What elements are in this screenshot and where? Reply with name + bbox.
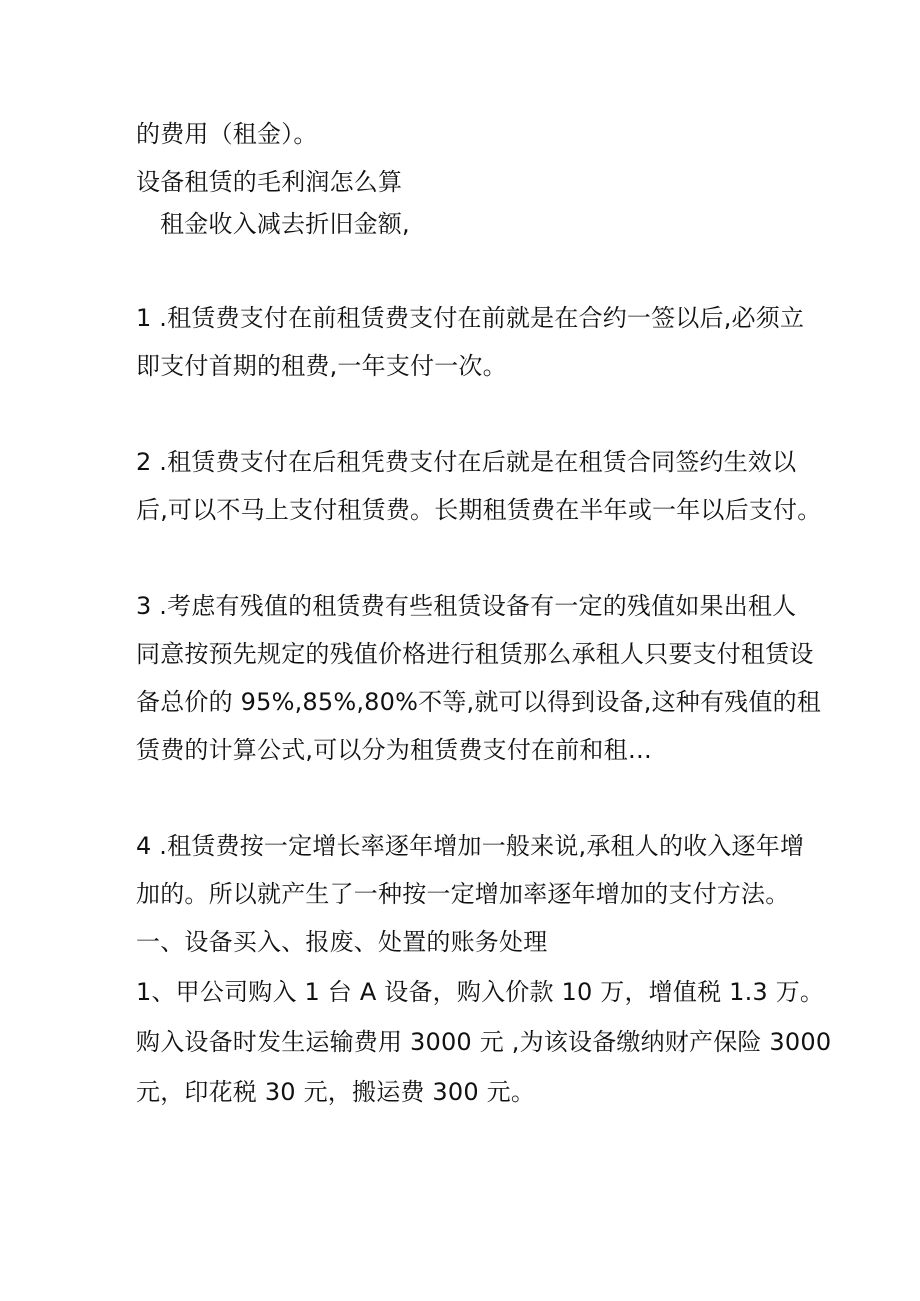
text-line-15: 1、甲公司购入 1 台 A 设备，购入价款 10 万，增值税 1.3 万。 <box>136 978 825 1006</box>
text-line-13: 加的。所以就产生了一种按一定增加率逐年增加的支付方法。 <box>136 880 790 908</box>
text-line-6: 2 .租赁费支付在后租凭费支付在后就是在租赁合同签约生效以 <box>136 448 797 476</box>
text-line-7: 后,可以不马上支付租赁费。长期租赁费在半年或一年以后支付。 <box>136 496 822 524</box>
text-line-3: 租金收入减去折旧金额, <box>160 210 410 238</box>
text-line-16: 购入设备时发生运输费用 3000 元 ,为该设备缴纳财产保险 3000 <box>136 1028 832 1056</box>
text-line-4: 1 .租赁费支付在前租赁费支付在前就是在合约一签以后,必须立 <box>136 304 805 332</box>
text-line-5: 即支付首期的租费,一年支付一次。 <box>136 352 507 380</box>
text-line-14: 一、设备买入、报废、处置的账务处理 <box>136 928 548 956</box>
text-line-17: 元，印花税 30 元，搬运费 300 元。 <box>136 1078 536 1106</box>
text-line-10: 备总价的 95%,85%,80%不等,就可以得到设备,这种有残值的租 <box>136 688 821 716</box>
text-line-1: 的费用（租金）。 <box>136 120 318 148</box>
text-line-2: 设备租赁的毛利润怎么算 <box>136 168 403 196</box>
text-line-12: 4 .租赁费按一定增长率逐年增加一般来说,承租人的收入逐年增 <box>136 832 805 860</box>
text-line-8: 3 .考虑有残值的租赁费有些租赁设备有一定的残值如果出租人 <box>136 592 797 620</box>
text-line-9: 同意按预先规定的残值价格进行租赁那么承租人只要支付租赁设 <box>136 640 814 668</box>
text-line-11: 赁费的计算公式,可以分为租赁费支付在前和租… <box>136 736 653 764</box>
